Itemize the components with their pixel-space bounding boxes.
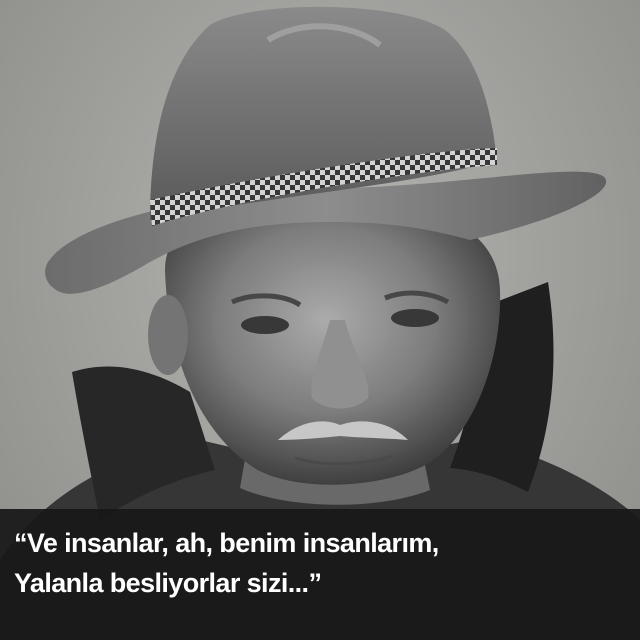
quote-line-2: Yalanla besliyorlar sizi...”: [14, 568, 322, 598]
quote-line-1: “Ve insanlar, ah, benim insanlarım,: [14, 528, 439, 558]
quote-text: [14, 523, 626, 603]
